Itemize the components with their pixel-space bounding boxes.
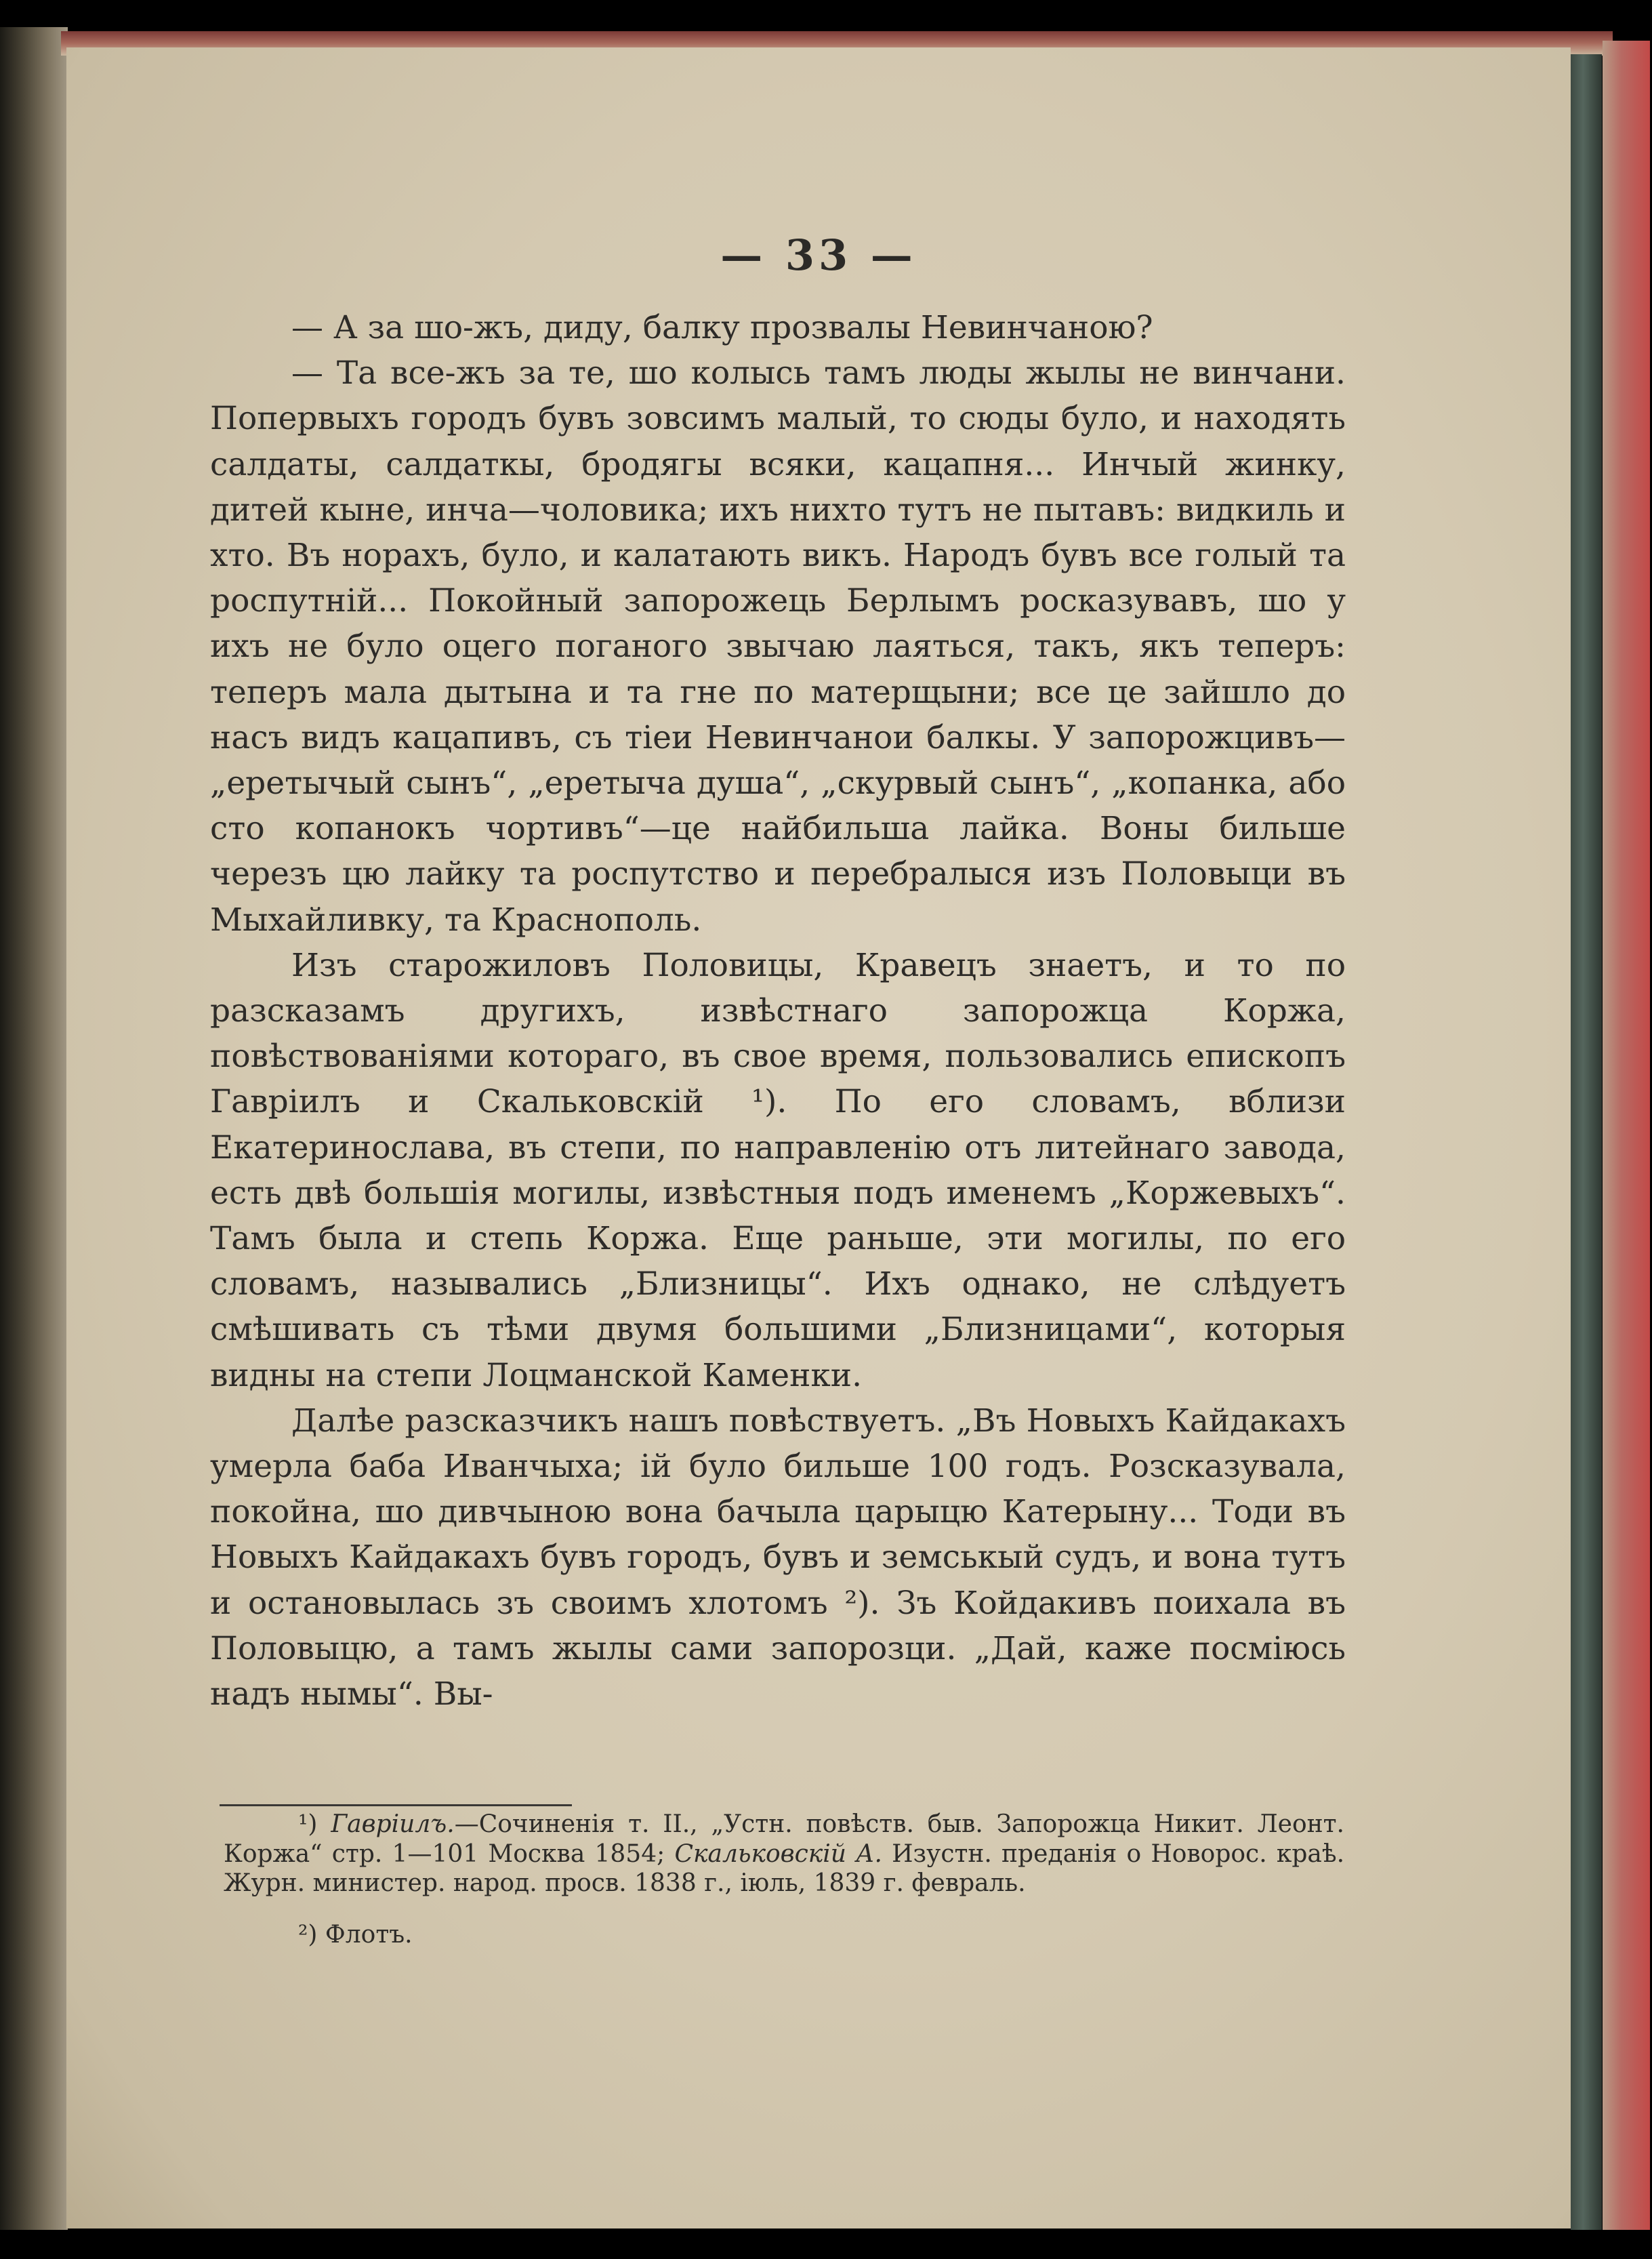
book-spine — [0, 27, 68, 2230]
footnote-1-author: Гавріилъ. — [331, 1810, 455, 1838]
footnote-1-author-2: Скальковскій А. — [674, 1839, 882, 1868]
book-cover-edge — [1603, 41, 1650, 2230]
paragraph-4: Далѣе разсказчикъ нашъ повѣствуетъ. „Въ Новыхъ Кайдакахъ умерла баба Иванчыха; ій було бильше 100 годъ. Розсказувала, покойна, шо дивчыною вона бачыла царыцю Катерыну... Тоди въ Новыхъ Кайдакахъ бувъ городъ, бувъ и земськый судъ, и вона тутъ и остановылась зъ своимъ хлотомъ ²). Зъ Койдакивъ поихала въ Половыцю, а тамъ жылы сами запорозци. „Дай, каже посміюсь надъ нымы“. Вы- — [210, 1402, 1346, 1713]
footnotes — [224, 1810, 1344, 1949]
paragraph-3: Изъ старожиловъ Половицы, Кравецъ знаетъ, и то по разсказамъ другихъ, извѣстнаго запорожца Коржа, повѣствованіями котораго, въ свое время, пользовались епископъ Гавріилъ и Скальковскій ¹). По его словамъ, вблизи Екатеринослава, въ степи, по направленію отъ литейнаго завода, есть двѣ большія могилы, извѣстныя подъ именемъ „Коржевыхъ“. Тамъ была и степь Коржа. Еще раньше, эти могилы, по его словамъ, назывались „Близницы“. Ихъ однако, не слѣдуетъ смѣшивать съ тѣми двумя большими „Близницами“, которыя видны на степи Лоцманской Каменки. — [210, 946, 1346, 1394]
page-number: — 33 — — [720, 230, 917, 280]
paragraph-1: — А за шо-жъ, диду, балку прозвалы Невинчаною? — [291, 309, 1153, 346]
footnote-divider — [220, 1804, 572, 1806]
paragraph-2: — Та все-жъ за те, шо колысь тамъ люды жылы не винчани. Попервыхъ городъ бувъ зовсимъ малый, то сюды було, и находять салдаты, салдаткы, бродягы всяки, кацапня... Инчый жинку, дитей кыне, инча—чоловика; ихъ нихто тутъ не пытавъ: видкиль и хто. Въ норахъ, було, и калатають викъ. Народъ бувъ все голый та роспутній... Покойный запорожець Берлымъ росказувавъ, шо у ихъ не було оцего поганого звычаю лаяться, такъ, якъ теперъ: теперъ мала дытына и та гне по матерщыни; все це зайшло до насъ видъ кацапивъ, съ тіеи Невинчанои балкы. У запорожцивъ—„еретычый сынъ“, „еретыча душа“, „скурвый сынъ“, „копанка, або сто копанокъ чортивъ“—це найбильша лайка. Воны бильше черезъ цю лайку та роспутство и перебралыся изъ Половыци въ Мыхайливку, та Краснополь. — [210, 354, 1346, 939]
footnote-1-marker: ¹) — [298, 1810, 318, 1838]
footnote-1-text-b: Изустн. преданія о Новорос. краѣ. Журн. министер. народ. просв. 1838 г., іюль, 1839 г. февраль. — [224, 1839, 1345, 1897]
footnote-2: ²) Флотъ. — [298, 1920, 413, 1949]
book-page — [66, 47, 1571, 2229]
page-stack-edge — [1571, 54, 1602, 2230]
body-text — [210, 305, 1346, 1717]
footnote-1 — [224, 1810, 1344, 1898]
footnote-1-text-a: —Сочиненія т. II., „Устн. повѣств. быв. Запорожца Никит. Леонт. Коржа“ стр. 1—101 Москва 1854; — [224, 1810, 1344, 1868]
